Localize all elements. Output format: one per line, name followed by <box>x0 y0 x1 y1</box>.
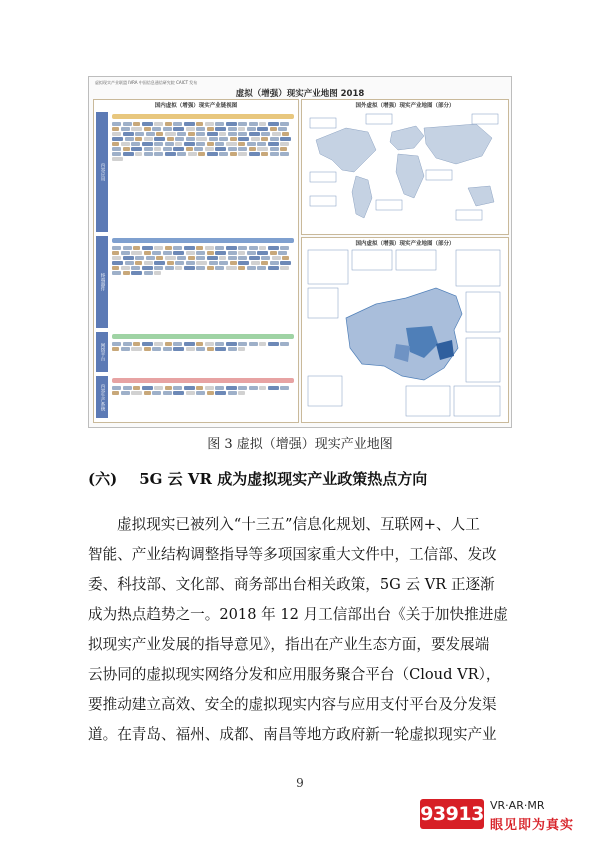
paragraph-line: 道。在青岛、福州、成都、南昌等地方政府新一轮虚拟现实产业 <box>88 726 497 743</box>
brand-tagline-bottom: 眼见即为真实 <box>490 818 575 833</box>
paragraph-line: 云协同的虚拟现实网络分发和应用服务聚合平台（Cloud VR）， <box>88 666 501 683</box>
domestic-chain-title: 国内虚拟（增强）现实产业链视图 <box>154 103 238 109</box>
page-number: 9 <box>296 776 304 790</box>
category-band <box>112 378 294 383</box>
domestic-map-panel <box>301 237 509 423</box>
figure-title: 虚拟（增强）现实产业地图 2018 <box>235 89 365 99</box>
content-logos <box>112 122 294 232</box>
paragraph-line: 智能、产业结构调整指导等多项国家重大文件中，工信部、发改 <box>88 546 497 563</box>
sidebar-label-network: 网络平台 <box>96 332 108 372</box>
figure-header-org: 虚拟现实产业联盟 IVRA 中国信息通信研究院 CAICT 发布 <box>95 80 198 85</box>
device-logos <box>112 246 294 328</box>
category-band <box>112 334 294 339</box>
category-band <box>112 114 294 119</box>
figure-caption: 图 3 虚拟（增强）现实产业地图 <box>207 437 393 452</box>
section-number: (六) <box>88 470 118 488</box>
paragraph-line: 虚拟现实已被列入“十三五”信息化规划、互联网+、人工 <box>117 516 480 533</box>
brand-logo-number: 93913 <box>420 799 484 829</box>
paragraph-line: 成为热点趋势之一。2018 年 12 月工信部出台《关于加快推进虚 <box>88 606 508 623</box>
sidebar-label-production: 内容生产系统 <box>96 376 108 418</box>
category-band <box>112 238 294 243</box>
network-logos <box>112 342 294 372</box>
foreign-map-title: 国外虚拟（增强）现实产业地图（部分） <box>355 103 455 109</box>
brand-watermark <box>420 793 595 843</box>
section-title: 5G 云 VR 成为虚拟现实产业政策热点方向 <box>139 470 428 488</box>
brand-tagline-top: VR·AR·MR <box>490 799 545 812</box>
china-map <box>306 248 504 418</box>
paragraph-line: 拟现实产业发展的指导意见》，指出在产业生态方面，要发展端 <box>88 636 490 653</box>
world-map <box>306 110 504 230</box>
section-heading <box>88 468 427 489</box>
sidebar-label-content: 内容应用 <box>96 112 108 232</box>
domestic-map-title: 国内虚拟（增强）现实产业地图（部分） <box>355 241 455 247</box>
industry-map-figure <box>88 76 512 428</box>
paragraph-line: 要推动建立高效、安全的虚拟现实内容与应用支付平台及分发渠 <box>88 696 497 713</box>
domestic-chain-panel <box>93 99 299 423</box>
production-logos <box>112 386 294 418</box>
foreign-map-panel <box>301 99 509 235</box>
body-paragraph <box>88 510 512 750</box>
paragraph-line: 委、科技部、文化部、商务部出台相关政策，5G 云 VR 正逐渐 <box>88 576 495 593</box>
sidebar-label-devices: 终端器件 <box>96 236 108 328</box>
